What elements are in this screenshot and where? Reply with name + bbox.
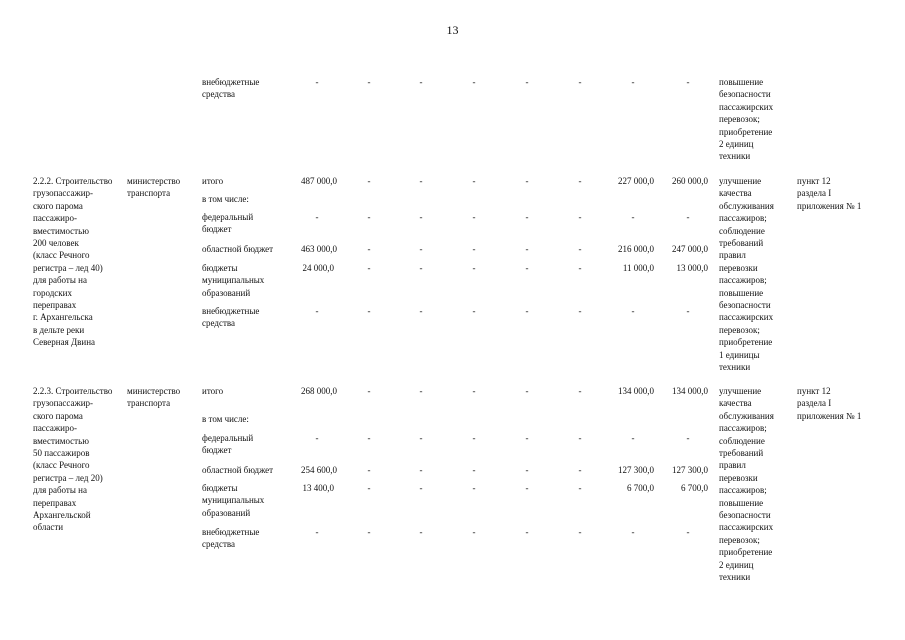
- row-1-oblast-y1: 216 000,0: [618, 244, 654, 254]
- row-1-result-text-line: перевозок;: [719, 324, 760, 335]
- row-2-item-name-line: области: [33, 522, 64, 533]
- dash-cell: -: [525, 244, 529, 254]
- dash-cell: -: [578, 483, 582, 493]
- row-1-item-name-line: 2.2.2. Строительство: [33, 176, 113, 186]
- row-2-federal-label-line: бюджет: [202, 445, 232, 456]
- dash-cell: -: [367, 386, 371, 396]
- row-1-oblast-label: областной бюджет: [202, 244, 274, 254]
- row-1-itogo-label: итого: [202, 176, 224, 186]
- row-1-result-text-line: соблюдение: [719, 225, 765, 236]
- row-1-federal-label-line: бюджет: [202, 224, 232, 235]
- row-2-item-name-line: переправах: [33, 497, 77, 508]
- dash-cell: -: [525, 77, 529, 87]
- top-result-text-line: пассажирских: [719, 101, 774, 112]
- row-2-oblast-y1: 127 300,0: [618, 465, 654, 475]
- row-1-item-name-line: 200 человек: [33, 238, 79, 249]
- row-2-extra-label: [202, 526, 259, 551]
- row-1-result-text-line: пассажиров;: [719, 213, 767, 224]
- row-1-executor-line: министерство: [127, 176, 181, 186]
- dash-cell: -: [472, 176, 476, 186]
- dash-cell: -: [525, 306, 529, 316]
- row-1-itogo-total: 487 000,0: [301, 176, 337, 186]
- row-1-extra-label-line: средства: [202, 318, 236, 329]
- row-1-item-name-line: г. Архангельска: [33, 312, 93, 323]
- dash-cell: -: [472, 527, 476, 537]
- row-1-result-text-line: пассажирских: [719, 312, 774, 323]
- row-2-including-label: в том числе:: [202, 414, 249, 424]
- row-2-itogo-y1: 134 000,0: [618, 386, 654, 396]
- dash-cell: -: [578, 212, 582, 222]
- dash-cell: -: [631, 433, 635, 443]
- dash-cell: -: [419, 527, 423, 537]
- row-2-oblast-label: областной бюджет: [202, 465, 274, 475]
- row-1-item-name-line: пассажиро-: [33, 213, 77, 224]
- row-1-result-text: [719, 175, 774, 374]
- dash-cell: -: [525, 212, 529, 222]
- row-1-executor-line: транспорта: [127, 188, 171, 199]
- dash-cell: -: [578, 244, 582, 254]
- row-2-item-name-line: ского парома: [33, 410, 83, 421]
- row-1-result-text-line: улучшение: [719, 176, 762, 186]
- dash-cell: -: [367, 263, 371, 273]
- row-1-result-text-line: пассажиров;: [719, 275, 767, 286]
- dash-cell: -: [686, 433, 690, 443]
- dash-cell: -: [472, 263, 476, 273]
- dash-cell: -: [525, 483, 529, 493]
- row-2-result-text-line: приобретение: [719, 547, 773, 558]
- row-1-municipal-y2: 13 000,0: [676, 263, 708, 273]
- row-1-federal-label-line: федеральный: [202, 212, 254, 222]
- dash-cell: -: [367, 527, 371, 537]
- row-2-municipal-y1: 6 700,0: [627, 483, 654, 493]
- row-1-executor: [127, 175, 180, 200]
- row-1-result-text-line: перевозки: [719, 262, 758, 273]
- row-1-item-name-line: городских: [33, 287, 72, 298]
- row-1-result-text-line: требований: [719, 238, 764, 249]
- row-2-itogo-y2: 134 000,0: [672, 386, 708, 396]
- row-1-federal-label: [202, 211, 253, 236]
- row-2-result-text-line: безопасности: [719, 510, 771, 521]
- row-1-municipal-total: 24 000,0: [302, 263, 334, 273]
- dash-cell: -: [525, 386, 529, 396]
- dash-cell: -: [525, 465, 529, 475]
- dash-cell: -: [315, 212, 319, 222]
- row-1-item-name: [33, 175, 112, 349]
- dash-cell: -: [686, 306, 690, 316]
- dash-cell: -: [419, 176, 423, 186]
- top-source-label: [202, 76, 259, 101]
- dash-cell: -: [525, 263, 529, 273]
- row-2-result-text: [719, 385, 774, 584]
- row-2-executor-line: транспорта: [127, 398, 171, 409]
- dash-cell: -: [367, 244, 371, 254]
- dash-cell: -: [367, 465, 371, 475]
- row-2-item-name-line: для работы на: [33, 485, 87, 496]
- row-1-itogo-y2: 260 000,0: [672, 176, 708, 186]
- row-2-executor: [127, 385, 180, 410]
- row-1-item-name-line: переправах: [33, 300, 77, 311]
- dash-cell: -: [525, 527, 529, 537]
- row-2-municipal-label-line: муниципальных: [202, 495, 265, 506]
- dash-cell: -: [472, 465, 476, 475]
- dash-cell: -: [367, 306, 371, 316]
- dash-cell: -: [472, 386, 476, 396]
- dash-cell: -: [686, 527, 690, 537]
- row-1-oblast-total: 463 000,0: [301, 244, 337, 254]
- dash-cell: -: [419, 263, 423, 273]
- row-1-result-text-line: обслуживания: [719, 200, 774, 211]
- row-1-item-name-line: грузопассажир-: [33, 188, 94, 199]
- row-2-result-text-line: улучшение: [719, 386, 762, 396]
- dash-cell: -: [315, 306, 319, 316]
- row-2-result-text-line: соблюдение: [719, 435, 765, 446]
- row-1-item-name-line: ского парома: [33, 200, 83, 211]
- row-1-result-text-line: безопасности: [719, 300, 771, 311]
- dash-cell: -: [419, 306, 423, 316]
- row-1-municipal-label-line: образований: [202, 287, 251, 298]
- dash-cell: -: [472, 306, 476, 316]
- dash-cell: -: [367, 483, 371, 493]
- row-1-extra-label: [202, 305, 259, 330]
- row-1-item-name-line: в дельте реки: [33, 324, 85, 335]
- row-2-result-text-line: техники: [719, 572, 751, 583]
- dash-cell: -: [686, 212, 690, 222]
- dash-cell: -: [631, 306, 635, 316]
- row-2-extra-label-line: средства: [202, 539, 236, 550]
- row-2-oblast-total: 254 600,0: [301, 465, 337, 475]
- dash-cell: -: [419, 386, 423, 396]
- top-result-text: [719, 76, 773, 163]
- dash-cell: -: [419, 212, 423, 222]
- row-1-result-text-line: техники: [719, 362, 751, 373]
- dash-cell: -: [578, 386, 582, 396]
- row-1-result-text-line: качества: [719, 188, 752, 199]
- row-1-item-name-line: для работы на: [33, 275, 87, 286]
- page-number: 13: [446, 23, 459, 37]
- row-2-result-text-line: повышение: [719, 497, 764, 508]
- row-2-item-name-line: регистра – лед 20): [33, 472, 103, 483]
- row-1-reference-line: приложения № 1: [797, 200, 862, 211]
- row-2-reference-line: приложения № 1: [797, 410, 862, 421]
- row-2-item-name-line: Архангельской: [33, 510, 91, 521]
- row-2-executor-line: министерство: [127, 386, 181, 396]
- row-1-item-name-line: (класс Речного: [33, 250, 90, 261]
- row-1-municipal-label-line: муниципальных: [202, 275, 265, 286]
- dash-cell: -: [578, 465, 582, 475]
- dash-cell: -: [419, 244, 423, 254]
- row-2-oblast-y2: 127 300,0: [672, 465, 708, 475]
- dash-cell: -: [578, 77, 582, 87]
- row-1-result-text-line: 1 единицы: [719, 349, 760, 360]
- dash-cell: -: [631, 212, 635, 222]
- row-2-federal-label: [202, 432, 253, 457]
- row-1-oblast-y2: 247 000,0: [672, 244, 708, 254]
- row-1-result-text-line: повышение: [719, 287, 764, 298]
- row-1-item-name-line: Северная Двина: [33, 337, 96, 348]
- row-1-item-name-line: вместимостью: [33, 225, 89, 236]
- row-2-item-name-line: 50 пассажиров: [33, 448, 90, 459]
- row-2-itogo-label: итого: [202, 386, 224, 396]
- row-2-municipal-total: 13 400,0: [302, 483, 334, 493]
- row-2-municipal-label-line: бюджеты: [202, 483, 238, 493]
- row-1-including-label: в том числе:: [202, 194, 249, 204]
- dash-cell: -: [578, 527, 582, 537]
- top-result-text-line: повышение: [719, 77, 764, 87]
- row-2-federal-label-line: федеральный: [202, 433, 254, 443]
- row-1-result-text-line: правил: [719, 250, 746, 261]
- row-2-result-text-line: перевозки: [719, 472, 758, 483]
- dash-cell: -: [472, 77, 476, 87]
- row-1-municipal-y1: 11 000,0: [622, 263, 654, 273]
- dash-cell: -: [472, 483, 476, 493]
- dash-cell: -: [419, 77, 423, 87]
- row-1-reference-line: раздела I: [797, 188, 832, 199]
- row-1-municipal-label: [202, 262, 264, 299]
- dash-cell: -: [367, 176, 371, 186]
- row-2-item-name: [33, 385, 112, 534]
- dash-cell: -: [631, 77, 635, 87]
- row-1-municipal-label-line: бюджеты: [202, 263, 238, 273]
- row-2-item-name-line: 2.2.3. Строительство: [33, 386, 113, 396]
- dash-cell: -: [578, 176, 582, 186]
- dash-cell: -: [315, 77, 319, 87]
- row-2-item-name-line: пассажиро-: [33, 423, 77, 434]
- dash-cell: -: [525, 176, 529, 186]
- dash-cell: -: [419, 433, 423, 443]
- row-2-result-text-line: пассажирских: [719, 522, 774, 533]
- row-1-extra-label-line: внебюджетные: [202, 306, 260, 316]
- row-2-result-text-line: обслуживания: [719, 410, 774, 421]
- dash-cell: -: [419, 465, 423, 475]
- dash-cell: -: [315, 527, 319, 537]
- top-source-label-line: средства: [202, 89, 236, 100]
- dash-cell: -: [472, 212, 476, 222]
- row-2-reference-line: раздела I: [797, 398, 832, 409]
- dash-cell: -: [472, 433, 476, 443]
- row-2-itogo-total: 268 000,0: [301, 386, 337, 396]
- row-2-municipal-y2: 6 700,0: [681, 483, 708, 493]
- dash-cell: -: [578, 306, 582, 316]
- row-2-municipal-label-line: образований: [202, 507, 251, 518]
- row-2-result-text-line: перевозок;: [719, 534, 760, 545]
- row-1-itogo-y1: 227 000,0: [618, 176, 654, 186]
- dash-cell: -: [367, 212, 371, 222]
- row-2-result-text-line: 2 единиц: [719, 559, 754, 570]
- top-result-text-line: перевозок;: [719, 114, 760, 125]
- row-2-item-name-line: вместимостью: [33, 435, 89, 446]
- dash-cell: -: [525, 433, 529, 443]
- dash-cell: -: [578, 263, 582, 273]
- row-2-reference: [797, 385, 861, 422]
- dash-cell: -: [631, 527, 635, 537]
- top-result-text-line: 2 единиц: [719, 139, 754, 150]
- row-2-result-text-line: требований: [719, 448, 764, 459]
- row-1-result-text-line: приобретение: [719, 337, 773, 348]
- row-2-municipal-label: [202, 482, 264, 519]
- row-2-extra-label-line: внебюджетные: [202, 527, 260, 537]
- dash-cell: -: [367, 433, 371, 443]
- dash-cell: -: [419, 483, 423, 493]
- top-result-text-line: безопасности: [719, 89, 771, 100]
- dash-cell: -: [686, 77, 690, 87]
- dash-cell: -: [367, 77, 371, 87]
- dash-cell: -: [472, 244, 476, 254]
- row-2-item-name-line: грузопассажир-: [33, 398, 94, 409]
- row-2-reference-line: пункт 12: [797, 386, 831, 396]
- top-result-text-line: техники: [719, 151, 751, 162]
- row-1-reference: [797, 175, 861, 212]
- dash-cell: -: [578, 433, 582, 443]
- row-1-item-name-line: регистра – лед 40): [33, 262, 103, 273]
- top-result-text-line: приобретение: [719, 126, 773, 137]
- row-2-result-text-line: пассажиров;: [719, 423, 767, 434]
- row-2-result-text-line: правил: [719, 460, 746, 471]
- row-2-result-text-line: качества: [719, 398, 752, 409]
- row-2-result-text-line: пассажиров;: [719, 485, 767, 496]
- row-1-reference-line: пункт 12: [797, 176, 831, 186]
- top-source-label-line: внебюджетные: [202, 77, 260, 87]
- dash-cell: -: [315, 433, 319, 443]
- row-2-item-name-line: (класс Речного: [33, 460, 90, 471]
